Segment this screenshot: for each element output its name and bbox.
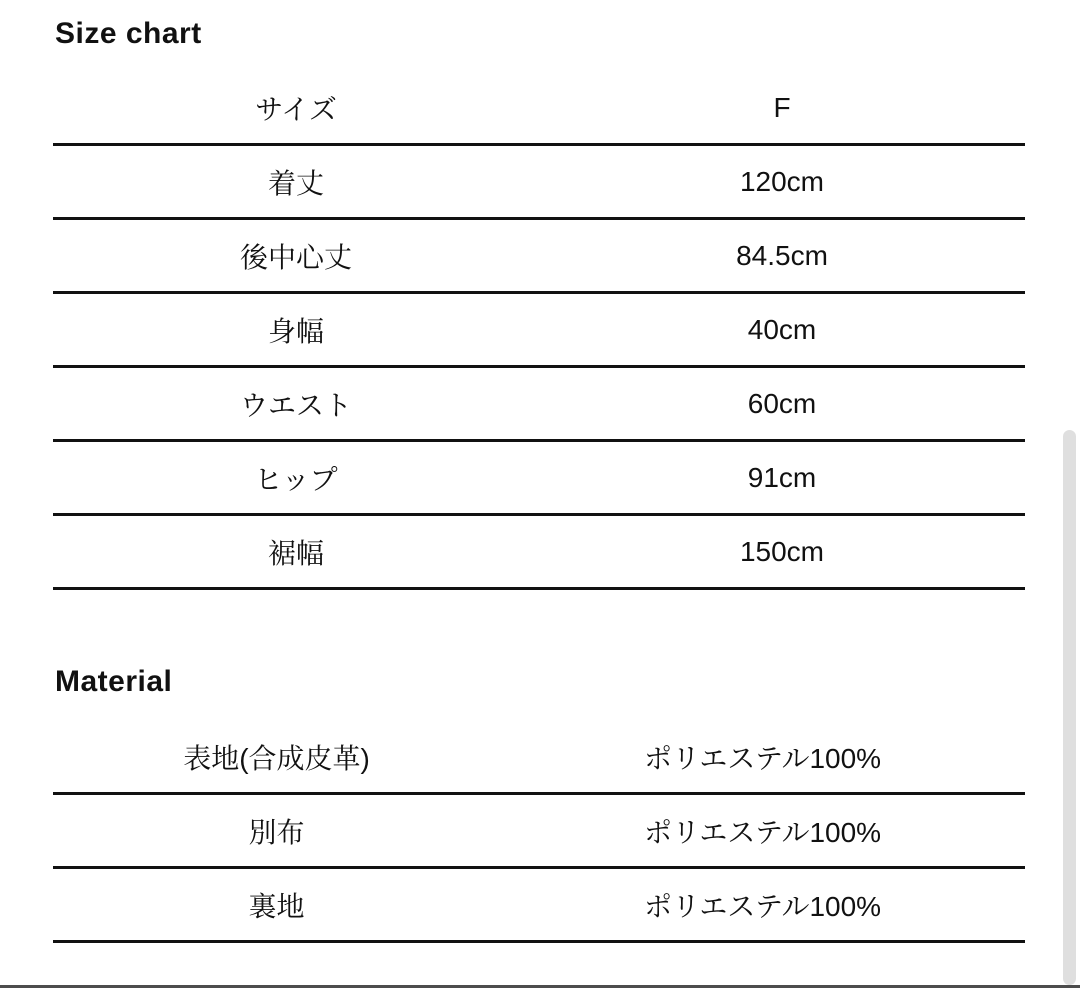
size-table-header-row [53,73,1025,146]
measurement-label: ヒップ [254,463,338,495]
table-row [53,795,1025,869]
size-value-header: F [773,92,791,123]
table-row [53,294,1025,368]
material-part-label: 裏地 [248,890,305,922]
measurement-label: 裾幅 [267,537,324,569]
table-row [53,442,1025,516]
bottom-divider [0,985,1080,988]
table-row [53,869,1025,943]
size-column-header: サイズ [255,94,337,125]
scrollbar-thumb[interactable] [1063,430,1076,985]
measurement-value: 40cm [747,313,817,345]
measurement-label: ウエスト [239,389,352,421]
measurement-value: 120cm [739,165,825,197]
material-composition-value: ポリエステル100% [643,742,882,774]
table-row [53,368,1025,442]
material-composition-value: ポリエステル100% [643,816,882,848]
measurement-value: 150cm [739,535,825,567]
measurement-value: 60cm [747,387,817,419]
measurement-label: 着丈 [267,167,324,199]
measurement-value: 91cm [747,461,817,493]
measurement-value: 84.5cm [736,239,828,271]
size-chart-heading: Size chart [55,17,202,50]
size-chart-table [53,73,1025,590]
material-composition-value: ポリエステル100% [643,890,882,922]
table-row [53,721,1025,795]
material-table [53,721,1025,943]
material-part-label: 別布 [248,816,305,848]
measurement-label: 後中心丈 [239,241,352,273]
table-row [53,220,1025,294]
table-row [53,516,1025,590]
material-heading: Material [55,665,173,698]
measurement-label: 身幅 [267,315,324,347]
material-part-label: 表地(合成皮革) [183,742,370,774]
table-row [53,146,1025,220]
